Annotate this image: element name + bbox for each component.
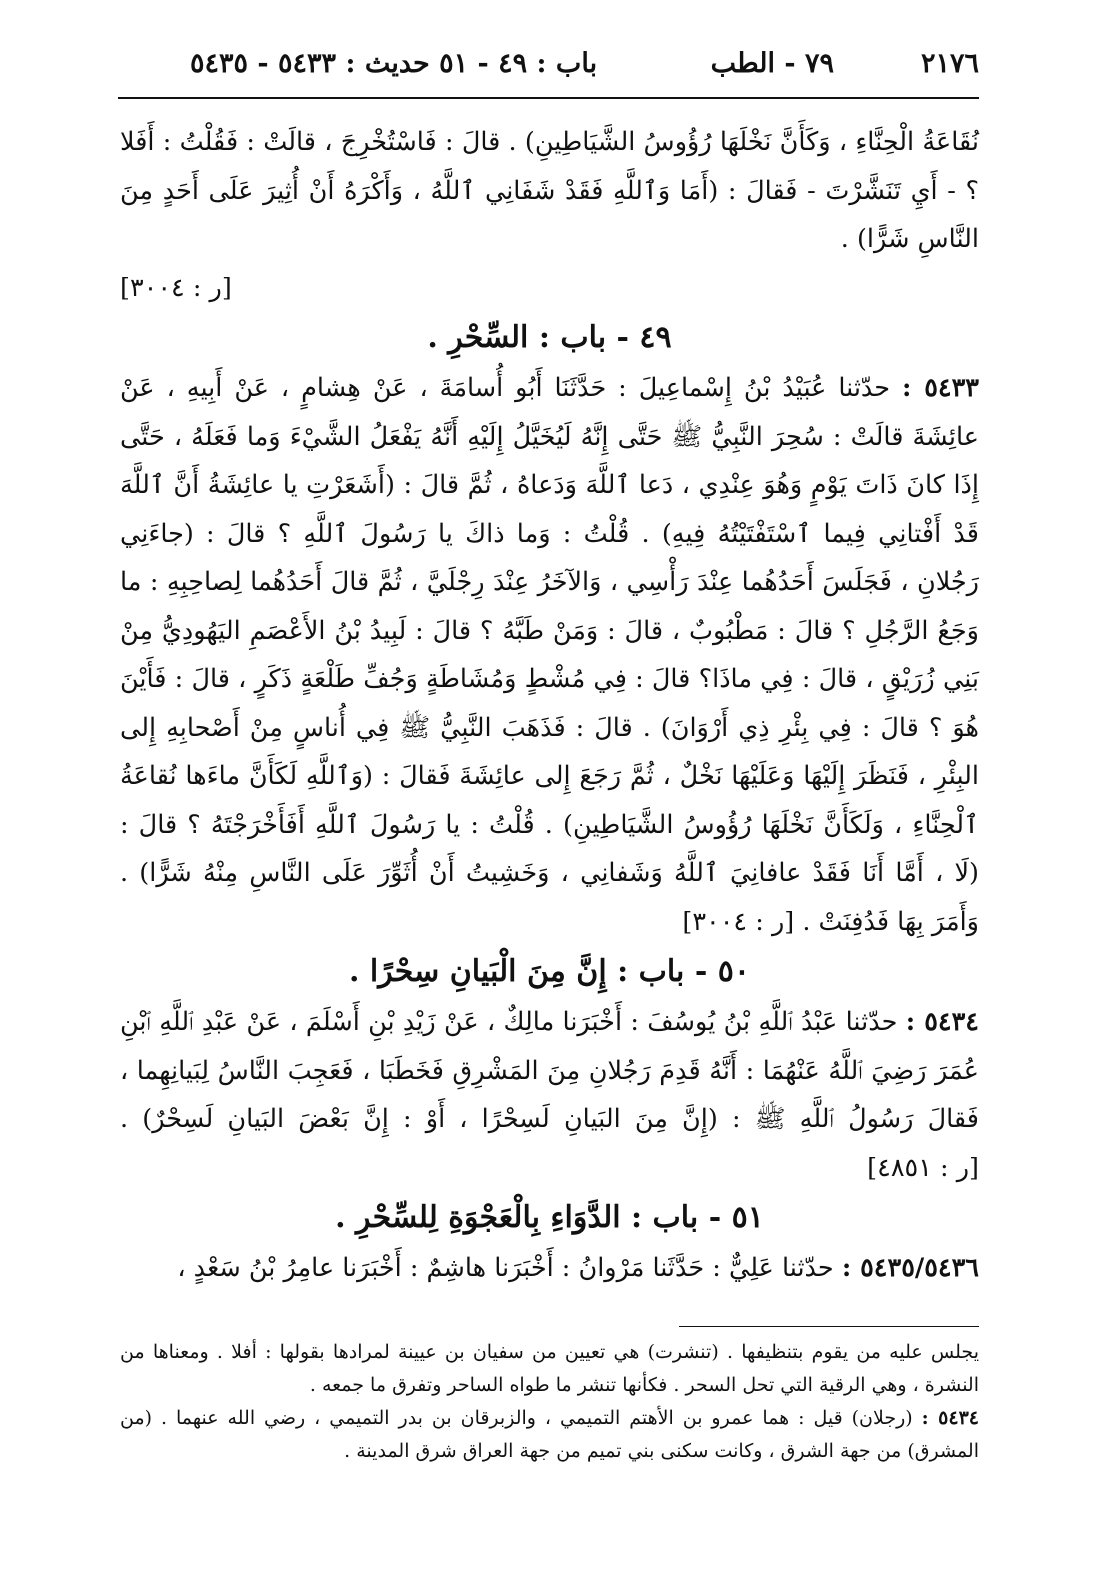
footnotes (120, 1336, 979, 1468)
chapter-number: ٥٠ - باب : (617, 954, 750, 989)
hadith-5433 (120, 364, 979, 946)
chapter-heading-49 (120, 312, 979, 364)
reference-text: [ر : ٣٠٠٤] (682, 906, 795, 937)
reference-text: [ر : ٣٠٠٤] (120, 272, 232, 303)
footnote-text: (رجلان) قيل : هما عمرو بن الأهتم التميمي ، والزبرقان بن بدر التميمي ، رضي الله عنهما . (من المشرق) من جهة الشرق ، وكانت سكنى بني تميم من جهة العراق شرق المدينة . (120, 1407, 979, 1462)
chapter-title: السِّحْرِ . (427, 320, 529, 355)
footnote (120, 1336, 979, 1402)
main-text (120, 118, 979, 1293)
chapter-heading-51 (120, 1192, 979, 1244)
hadith-5434 (120, 998, 979, 1192)
hadith-text: حدّثنا عُبَيْدُ بْنُ إِسْماعِيلَ : حَدَّثَنَا أَبُو أُسامَةَ ، عَنْ هِشامٍ ، عَنْ أَبِيهِ ، عَنْ عائِشَةَ قالَتْ : سُحِرَ النَّبِيُّ ﷺ حَتَّى إِنَّهُ لَيُخَيَّلُ إِلَيْهِ أَنَّهُ يَفْعَلُ الشَّيْءَ وَما فَعَلَهُ ، حَتَّى إِذَا كانَ ذَاتَ يَوْمٍ وَهُوَ عِنْدِي ، دَعا ٱللَّهَ وَدَعاهُ ، ثُمَّ قالَ : (أَشَعَرْتِ يا عائِشَةُ أَنَّ ٱللَّهَ قَدْ أَفْتانِي فِيما ٱسْتَفْتَيْتُهُ فِيهِ) . قُلْتُ : وَما ذاكَ يا رَسُولَ ٱللَّهِ ؟ قالَ : (جاءَنِي رَجُلانِ ، فَجَلَسَ أَحَدُهُما عِنْدَ رَأْسِي ، وَالآخَرُ عِنْدَ رِجْلَيَّ ، ثُمَّ قالَ أَحَدُهُما لِصاحِبِهِ : ما وَجَعُ الرَّجُلِ ؟ قالَ : مَطْبُوبٌ ، قالَ : وَمَنْ طَبَّهُ ؟ قالَ : لَبِيدُ بْنُ الأَعْصَمِ اليَهُودِيُّ مِنْ بَنِي زُرَيْقٍ ، قالَ : فِي ماذَا؟ قالَ : فِي مُشْطٍ وَمُشَاطَةٍ وَجُفِّ طَلْعَةٍ ذَكَرٍ ، قالَ : فَأَيْنَ هُوَ ؟ قالَ : فِي بِئْرِ ذِي أَرْوَانَ) . قالَ : فَذَهَبَ النَّبِيُّ ﷺ فِي أُناسٍ مِنْ أَصْحابِهِ إِلى البِئْرِ ، فَنَظَرَ إِلَيْهَا وَعَلَيْهَا نَخْلٌ ، ثُمَّ رَجَعَ إِلى عائِشَةَ فَقالَ : (وَٱللَّهِ لَكَأَنَّ ماءَها نُقاعَةُ ٱلْحِنَّاءِ ، وَلَكَأَنَّ نَخْلَهَا رُؤُوسُ الشَّيَاطِينِ) . قُلْتُ : يا رَسُولَ ٱللَّهِ أَفَأَخْرَجْتَهُ ؟ قالَ : (لَا ، أَمَّا أَنَا فَقَدْ عافانِيَ ٱللَّهُ وَشَفانِي ، وَخَشِيتُ أَنْ أُثَوِّرَ عَلَى النَّاسِ مِنْهُ شَرًّا) . وَأَمَرَ بِهَا فَدُفِنَتْ . (120, 373, 979, 937)
chapter-title: الدَّوَاءِ بِالْعَجْوَةِ لِلسِّحْرِ . (335, 1200, 621, 1235)
hadith-number: ٥٤٣٤ : (905, 1007, 980, 1037)
cross-reference (120, 264, 979, 313)
page-header (190, 48, 979, 88)
footnote-rule (679, 1326, 979, 1327)
footnote-number: ٥٤٣٤ : (921, 1407, 979, 1429)
chapter-hadith-reference: باب : ٤٩ - ٥١ حديث : ٥٤٣٣ - ٥٤٣٥ (190, 48, 598, 79)
hadith-number: ٥٤٣٣ : (902, 373, 980, 403)
footnote (120, 1402, 979, 1468)
book-title: ٧٩ - الطب (710, 48, 834, 79)
chapter-title: إِنَّ مِنَ الْبَيانِ سِحْرًا . (349, 954, 607, 989)
paragraph-text: نُقَاعَةُ الْحِنَّاءِ ، وَكَأَنَّ نَخْلَهَا رُؤُوسُ الشَّيَاطِينِ) . قالَ : فَاسْتُخْرِجَ ، قالَتْ : فَقُلْتُ : أَفَلا ؟ - أَيِ تَنَشَّرْتَ - فَقالَ : (أَمَا وَٱللَّهِ فَقَدْ شَفَانِي ٱللَّهُ ، وَأَكْرَهُ أَنْ أُثِيرَ عَلَى أَحَدٍ مِنَ النَّاسِ شَرًّا) . (120, 127, 979, 254)
chapter-number: ٥١ - باب : (631, 1200, 764, 1235)
chapter-number: ٤٩ - باب : (538, 320, 672, 355)
reference-text: [ر : ٤٨٥١] (867, 1152, 979, 1183)
footnote-text: يجلس عليه من يقوم بتنظيفها . (تنشرت) هي تعيين من سفيان بن عيينة لمرادها بقولها : أفلا . ومعناها من النشرة ، وهي الرقية التي تحل السحر . فكأنها تنشر ما طواه الساحر وتفرق ما جمعه . (120, 1341, 979, 1396)
chapter-heading-50 (120, 946, 979, 998)
hadith-continuation (120, 118, 979, 264)
header-rule (118, 97, 979, 99)
hadith-number: ٥٤٣٥/٥٤٣٦ : (841, 1253, 979, 1283)
hadith-text: حدّثنا عَبْدُ ٱللَّهِ بْنُ يُوسُفَ : أَخْبَرَنا مالِكٌ ، عَنْ زَيْدِ بْنِ أَسْلَمَ ، عَنْ عَبْدِ ٱللَّهِ ٱبْنِ عُمَرَ رَضِيَ ٱللَّهُ عَنْهُمَا : أَنَّهُ قَدِمَ رَجُلانِ مِنَ المَشْرِقِ فَخَطَبَا ، فَعَجِبَ النَّاسُ لِبَيانِهِما ، فَقالَ رَسُولُ ٱللَّهِ ﷺ : (إِنَّ مِنَ البَيانِ لَسِحْرًا ، أَوْ : إِنَّ بَعْضَ البَيانِ لَسِحْرٌ) . (120, 1007, 979, 1134)
hadith-5435 (120, 1244, 979, 1293)
hadith-text: حدّثنا عَلِيٌّ : حَدَّثَنا مَرْوانُ : أَخْبَرَنا هاشِمٌ : أَخْبَرَنا عامِرُ بْنُ سَعْدٍ ، (177, 1253, 834, 1283)
page-number: ٢١٧٦ (920, 48, 979, 79)
